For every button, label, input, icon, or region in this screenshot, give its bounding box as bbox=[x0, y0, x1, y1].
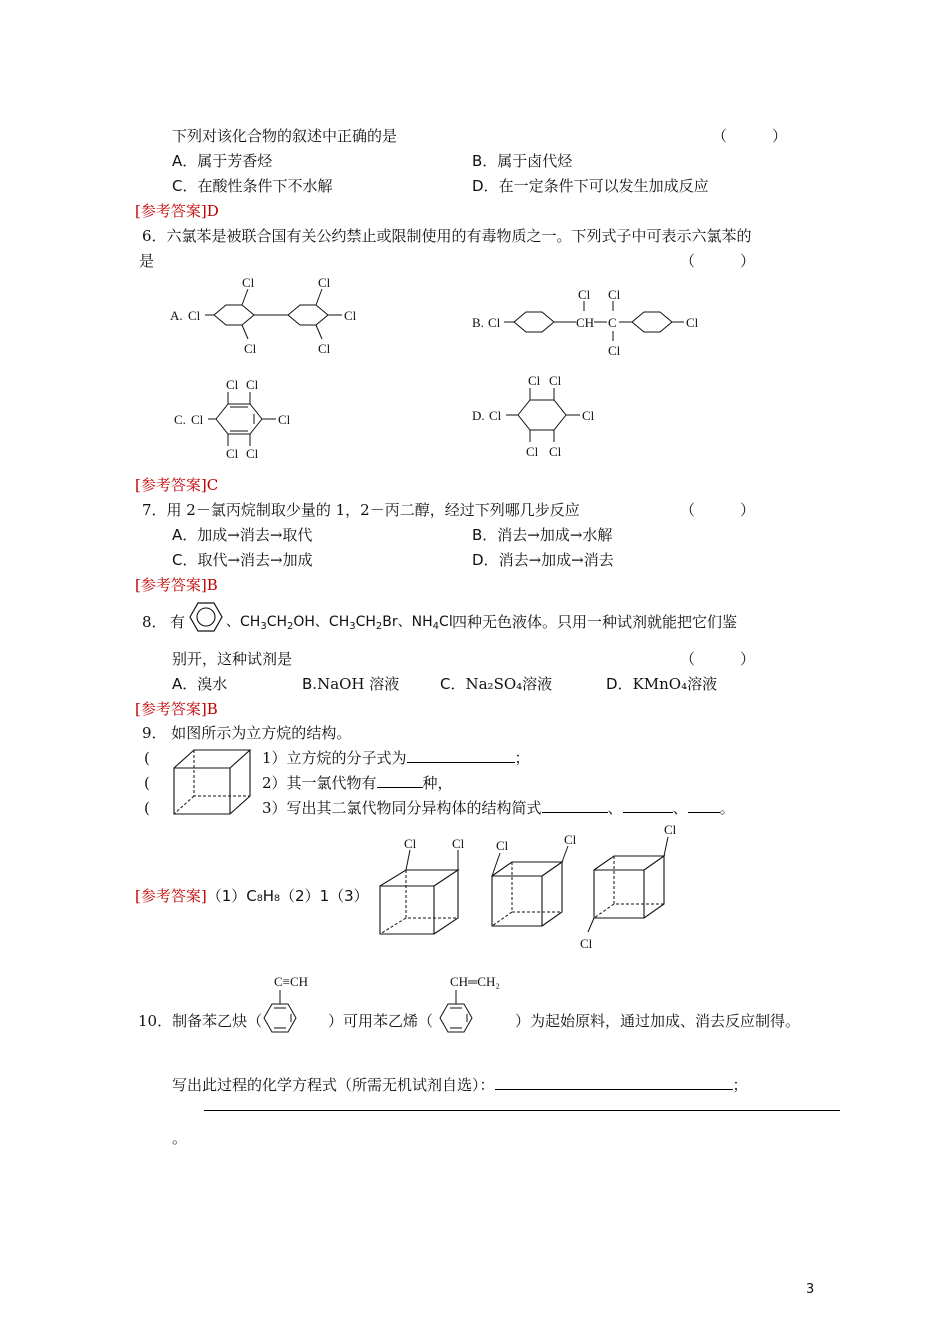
structure-b bbox=[472, 285, 712, 360]
q9-part3: 3）写出其二氯代物同分异构体的结构简式 、 、 。 bbox=[262, 799, 735, 817]
q10-text-post: ）为起始原料，通过加成、消去反应制得。 bbox=[515, 1012, 801, 1030]
q8-num: 8． bbox=[142, 613, 167, 631]
q8-answer: [参考答案]B bbox=[135, 700, 218, 718]
q9-answer: [参考答案]（1）C₈H₈（2）1（3） bbox=[135, 887, 369, 905]
cl-label: Cl bbox=[528, 373, 541, 388]
cube-answer-2 bbox=[488, 828, 588, 932]
q8-option-c: C．Na₂SO₄溶液 bbox=[440, 675, 553, 693]
cl-label: Cl bbox=[580, 936, 593, 951]
answer-blank[interactable] bbox=[495, 1075, 733, 1090]
styrene-structure bbox=[438, 968, 528, 1046]
q5-option-a: A．属于芳香烃 bbox=[172, 152, 273, 170]
q6-stem-line2: 是 bbox=[139, 252, 155, 270]
phenylacetylene-structure bbox=[260, 968, 340, 1046]
structure-d bbox=[472, 372, 612, 464]
cl-label: Cl bbox=[242, 275, 255, 290]
cl-label: Cl bbox=[452, 836, 465, 851]
q6-paren: （ ） bbox=[680, 252, 756, 270]
paren-mark: ( bbox=[144, 774, 150, 792]
c-label: C bbox=[608, 315, 617, 330]
cl-label: Cl bbox=[582, 408, 595, 423]
cl-label: Cl bbox=[226, 446, 239, 461]
cl-label: Cl bbox=[226, 377, 239, 392]
cl-label: Cl bbox=[608, 287, 621, 302]
q7-option-d: D．消去→加成→消去 bbox=[472, 551, 614, 569]
paren-mark: ( bbox=[144, 749, 150, 767]
cl-label: Cl bbox=[564, 832, 577, 847]
q9-part2: 2）其一氯代物有 种， bbox=[262, 774, 453, 792]
cubane-figure bbox=[172, 748, 252, 816]
structure-d-letter: D. bbox=[472, 408, 485, 423]
q8-option-a: A．溴水 bbox=[172, 675, 228, 693]
structure-b-letter: B. bbox=[472, 315, 484, 330]
q10-text-mid: ）可用苯乙烯（ bbox=[328, 1012, 434, 1030]
answer-blank[interactable] bbox=[623, 798, 673, 813]
cl-label: Cl bbox=[549, 444, 562, 459]
cl-label: Cl bbox=[246, 377, 259, 392]
q8-paren: （ ） bbox=[680, 650, 756, 668]
q10-text-pre: 10．制备苯乙炔（ bbox=[138, 1012, 263, 1030]
benzene-icon bbox=[188, 600, 224, 634]
cl-label: Cl bbox=[489, 408, 502, 423]
cl-label: Cl bbox=[318, 341, 331, 356]
cl-label: Cl bbox=[496, 838, 509, 853]
paren-mark: ( bbox=[144, 799, 150, 817]
cl-label: Cl bbox=[608, 343, 621, 358]
cl-label: Cl bbox=[488, 315, 501, 330]
q5-option-b: B．属于卤代烃 bbox=[472, 152, 573, 170]
q7-answer: [参考答案]B bbox=[135, 576, 218, 594]
cl-label: Cl bbox=[318, 275, 331, 290]
structure-a bbox=[170, 275, 370, 360]
q7-option-b: B．消去→加成→水解 bbox=[472, 526, 613, 544]
q7-option-c: C．取代→消去→加成 bbox=[172, 551, 313, 569]
cl-label: Cl bbox=[664, 822, 677, 837]
q7-paren: （ ） bbox=[680, 501, 756, 519]
cube-answer-1 bbox=[378, 830, 484, 936]
q7-stem: 7．用 2－氯丙烷制取少量的 1，2－丙二醇，经过下列哪几步反应 bbox=[142, 501, 580, 519]
alkyne-label: C≡CH bbox=[274, 974, 309, 989]
cl-label: Cl bbox=[244, 341, 257, 356]
structure-c bbox=[174, 376, 304, 466]
cl-label: Cl bbox=[526, 444, 539, 459]
answer-blank[interactable] bbox=[688, 798, 720, 813]
q8-you: 有 bbox=[170, 613, 186, 631]
q8-compound-list: 、$CH_3CH_2OH$、$CH_3CH_2Br$、$NH_4Cl$ bbox=[226, 614, 453, 632]
structure-c-letter: C. bbox=[174, 412, 186, 427]
q8-option-b: B.NaOH 溶液 bbox=[302, 675, 400, 693]
q5-stem: 下列对该化合物的叙述中正确的是 bbox=[172, 127, 398, 145]
ch-label: CH bbox=[576, 315, 595, 330]
cl-label: Cl bbox=[344, 308, 357, 323]
answer-blank[interactable] bbox=[377, 773, 423, 788]
cl-label: Cl bbox=[188, 308, 201, 323]
structure-a-letter: A. bbox=[170, 308, 183, 323]
q9-stem: 9． 如图所示为立方烷的结构。 bbox=[142, 724, 352, 742]
semicolon: ； bbox=[514, 749, 530, 767]
q8-stem-tail: 四种无色液体。只用一种试剂就能把它们鉴 bbox=[452, 613, 738, 631]
cl-label: Cl bbox=[191, 412, 204, 427]
alkene-label: CH═CH₂ bbox=[450, 974, 500, 989]
page-number: 3 bbox=[806, 1282, 815, 1297]
q9-part1: 1）立方烷的分子式为 ； bbox=[262, 749, 530, 767]
cl-label: Cl bbox=[686, 315, 699, 330]
cl-label: Cl bbox=[549, 373, 562, 388]
cl-label: Cl bbox=[246, 446, 259, 461]
q8-option-d: D．KMnO₄溶液 bbox=[606, 675, 718, 693]
cl-label: Cl bbox=[404, 836, 417, 851]
answer-blank[interactable] bbox=[407, 748, 515, 763]
q5-option-d: D．在一定条件下可以发生加成反应 bbox=[472, 177, 709, 195]
q7-option-a: A．加成→消去→取代 bbox=[172, 526, 313, 544]
q8-stem-line2: 别开，这种试剂是 bbox=[172, 650, 293, 668]
q5-answer: [参考答案]D bbox=[135, 202, 219, 220]
q6-answer: [参考答案]C bbox=[135, 476, 219, 494]
cl-label: Cl bbox=[278, 412, 291, 427]
answer-blank[interactable] bbox=[542, 798, 608, 813]
q5-paren: （ ） bbox=[712, 127, 788, 145]
answer-line[interactable] bbox=[204, 1110, 840, 1111]
q6-stem: 6．六氯苯是被联合国有关公约禁止或限制使用的有毒物质之一。下列式子中可表示六氯苯的 bbox=[142, 227, 752, 245]
q10-line3-end: 。 bbox=[172, 1129, 188, 1147]
q5-option-c: C．在酸性条件下不水解 bbox=[172, 177, 333, 195]
q10-line2: 写出此过程的化学方程式（所需无机试剂自选）： ； bbox=[172, 1076, 748, 1094]
cl-label: Cl bbox=[578, 287, 591, 302]
cube-answer-3 bbox=[580, 820, 690, 952]
